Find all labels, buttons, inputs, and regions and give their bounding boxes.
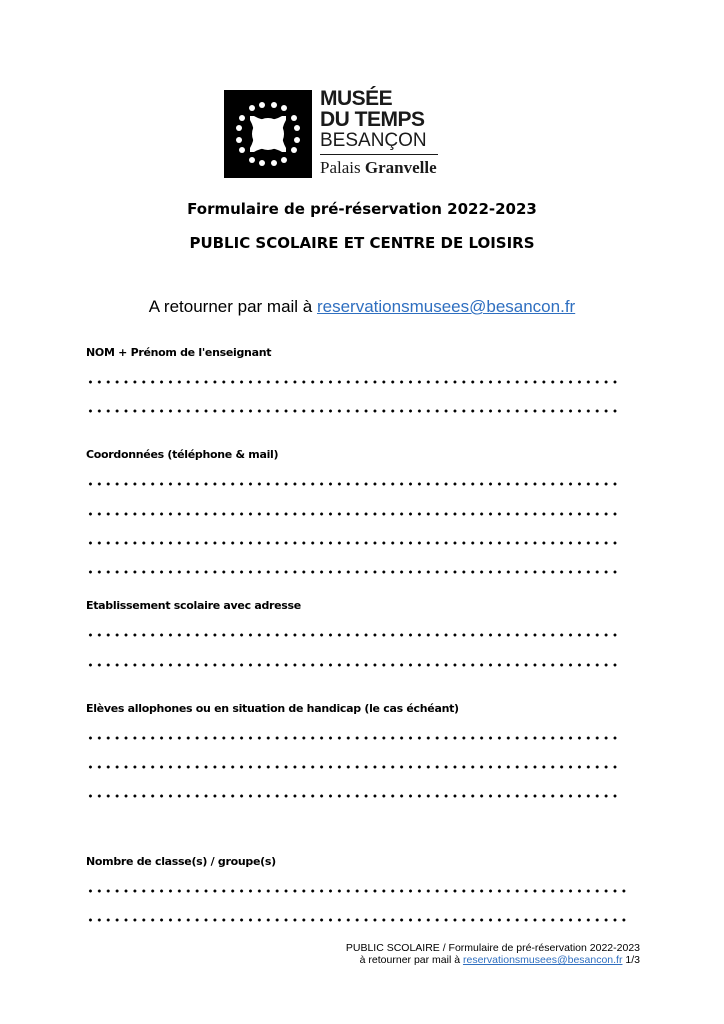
return-instructions [0,297,724,317]
school-line-1[interactable] [86,633,622,637]
return-email-link[interactable]: reservationsmusees@besancon.fr [316,297,576,316]
class-count-line-2[interactable] [86,918,631,922]
museum-logo-mark [224,90,312,178]
footer-line-2 [346,954,640,966]
logo-palais: Palais [320,158,361,177]
footer-prefix: à retourner par mail à [359,954,461,966]
footer-email-link[interactable]: reservationsmusees@besancon.fr [462,954,623,966]
museum-logo-text [320,88,438,178]
field-label-special-needs: Elèves allophones ou en situation de handicap (le cas échéant) [86,702,459,715]
form-title: Formulaire de pré-réservation 2022-2023 [187,200,537,218]
page-number: 1/3 [625,954,640,966]
special-needs-line-2[interactable] [86,765,622,769]
return-prefix: A retourner par mail à [148,297,313,316]
footer-line-1: PUBLIC SCOLAIRE / Formulaire de pré-réservation 2022-2023 [345,942,640,954]
teacher-name-line-2[interactable] [86,409,622,413]
special-needs-line-1[interactable] [86,736,622,740]
teacher-name-line-1[interactable] [86,380,622,384]
contact-line-1[interactable] [86,482,622,486]
logo-line-palais-granvelle [320,158,438,178]
logo-line-musee: MUSÉE [320,87,393,110]
field-label-teacher-name: NOM + Prénom de l'enseignant [86,346,272,359]
sun-emblem-icon [224,90,312,178]
special-needs-line-3[interactable] [86,794,622,798]
contact-line-4[interactable] [86,570,622,574]
logo-line-du-temps: DU TEMPS [320,108,425,131]
field-label-school: Etablissement scolaire avec adresse [86,599,301,612]
logo-granvelle: Granvelle [364,158,437,177]
field-label-contact: Coordonnées (téléphone & mail) [86,448,279,461]
logo-line-besancon: BESANÇON [320,130,427,151]
page-footer [346,942,640,966]
form-subtitle: PUBLIC SCOLAIRE ET CENTRE DE LOISIRS [189,234,535,252]
school-line-2[interactable] [86,663,622,667]
field-label-class-count: Nombre de classe(s) / groupe(s) [86,855,276,868]
class-count-line-1[interactable] [86,889,631,893]
contact-line-2[interactable] [86,512,622,516]
logo-divider [320,154,438,155]
contact-line-3[interactable] [86,541,622,545]
